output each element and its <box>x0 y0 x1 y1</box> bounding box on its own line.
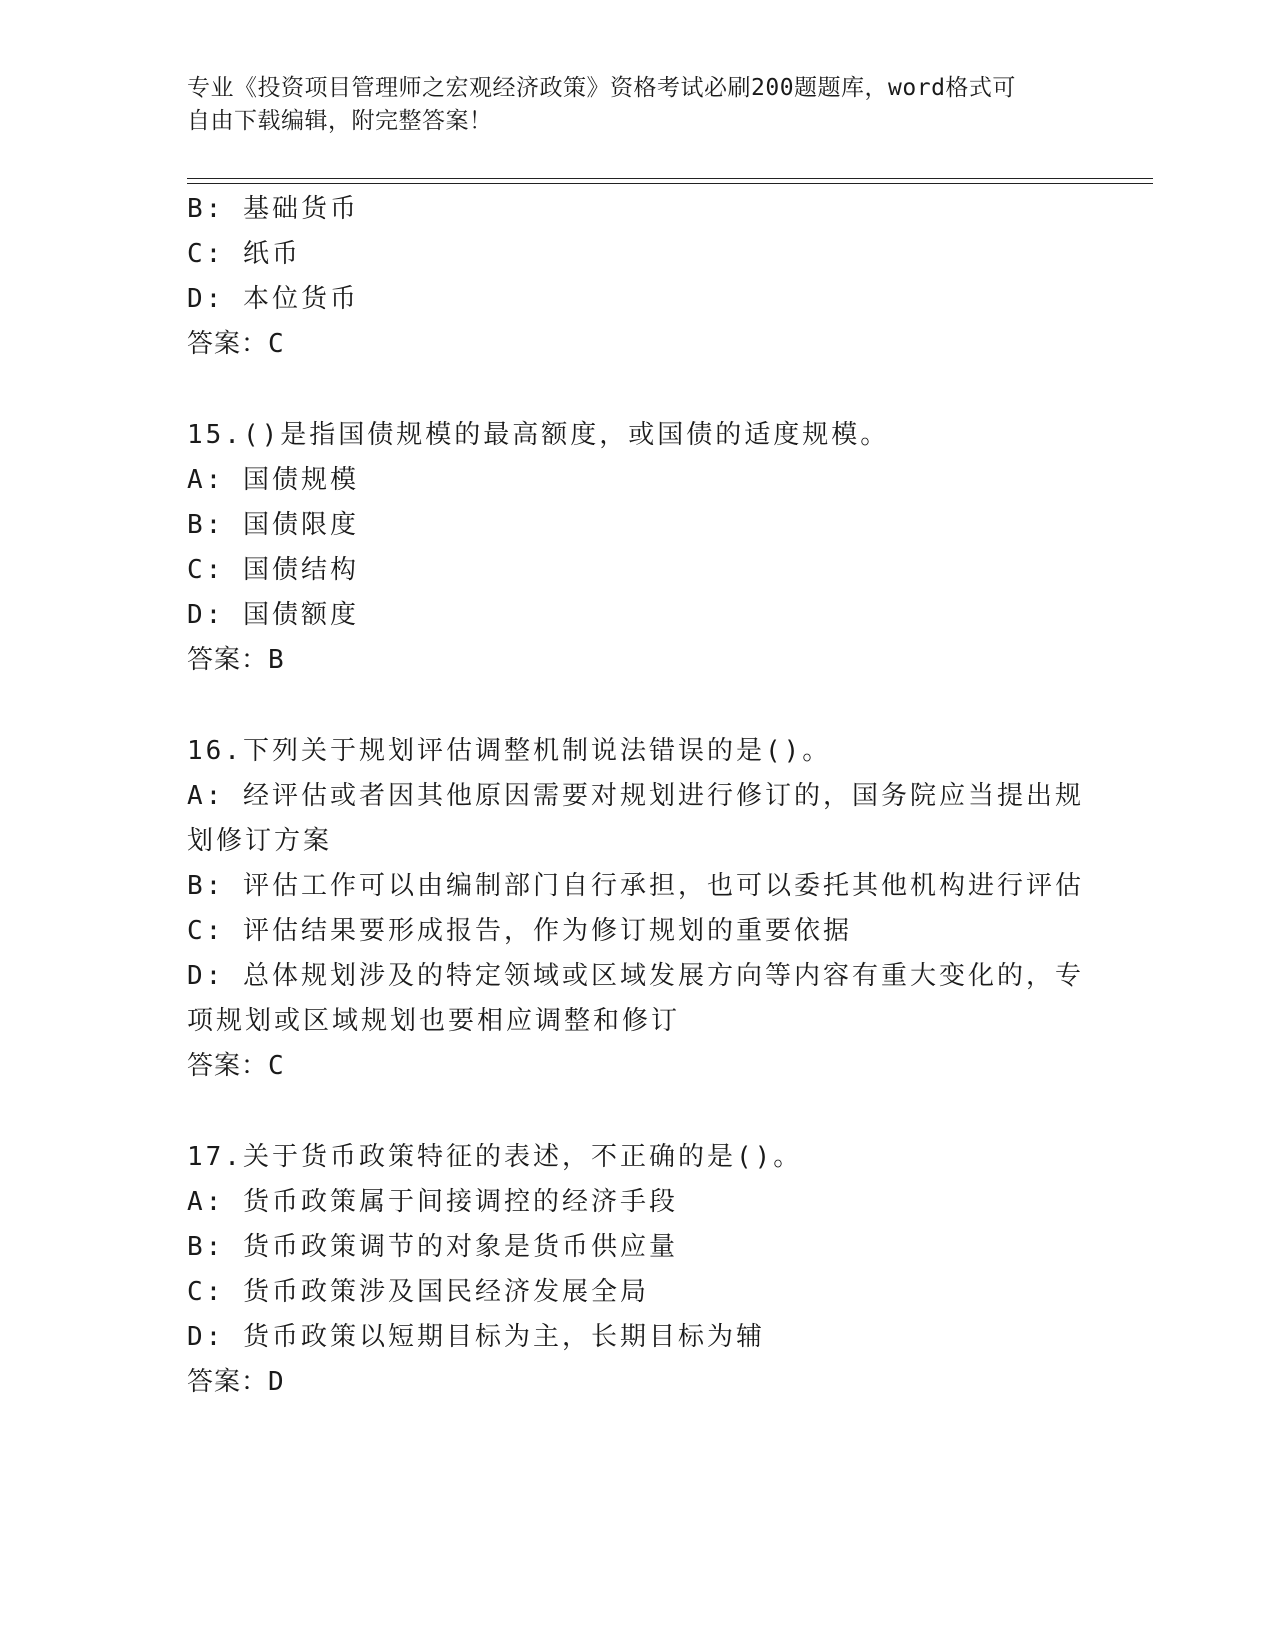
question-14-tail <box>187 187 1087 367</box>
option-d: D: 本位货币 <box>187 284 359 314</box>
option-d: D: 总体规划涉及的特定领域或区域发展方向等内容有重大变化的，专 <box>187 961 1084 991</box>
option-c: C: 国债结构 <box>187 555 359 585</box>
question-17 <box>187 1135 1087 1405</box>
answer-line: 答案：C <box>187 1051 285 1081</box>
header-title-line-1: 专业《投资项目管理师之宏观经济政策》资格考试必刷200题题库，word格式可 <box>187 75 1016 101</box>
option-d: D: 货币政策以短期目标为主，长期目标为辅 <box>187 1322 765 1352</box>
question-stem: 15.()是指国债规模的最高额度，或国债的适度规模。 <box>187 420 890 450</box>
question-15 <box>187 413 1087 683</box>
document-header <box>187 72 1067 138</box>
option-d-continued: 项规划或区域规划也要相应调整和修订 <box>187 1006 681 1036</box>
question-stem: 16.下列关于规划评估调整机制说法错误的是()。 <box>187 736 832 766</box>
option-b: B: 评估工作可以由编制部门自行承担，也可以委托其他机构进行评估 <box>187 871 1084 901</box>
option-a-continued: 划修订方案 <box>187 826 333 856</box>
option-b: B: 货币政策调节的对象是货币供应量 <box>187 1232 678 1262</box>
answer-line: 答案：B <box>187 645 285 675</box>
answer-line: 答案：C <box>187 329 285 359</box>
option-b: B: 国债限度 <box>187 510 359 540</box>
option-c: C: 货币政策涉及国民经济发展全局 <box>187 1277 649 1307</box>
option-a: A: 货币政策属于间接调控的经济手段 <box>187 1187 678 1217</box>
answer-line: 答案：D <box>187 1367 285 1397</box>
header-divider-bottom <box>187 183 1153 184</box>
option-b: B: 基础货币 <box>187 194 359 224</box>
option-a: A: 国债规模 <box>187 465 359 495</box>
option-c: C: 纸币 <box>187 239 301 269</box>
question-stem: 17.关于货币政策特征的表述，不正确的是()。 <box>187 1142 803 1172</box>
option-a: A: 经评估或者因其他原因需要对规划进行修订的，国务院应当提出规 <box>187 781 1084 811</box>
header-divider-top <box>187 178 1153 179</box>
question-16 <box>187 729 1087 1089</box>
header-title-line-2: 自由下载编辑，附完整答案！ <box>187 108 493 134</box>
document-body <box>187 187 1087 1405</box>
option-d: D: 国债额度 <box>187 600 359 630</box>
option-c: C: 评估结果要形成报告，作为修订规划的重要依据 <box>187 916 852 946</box>
